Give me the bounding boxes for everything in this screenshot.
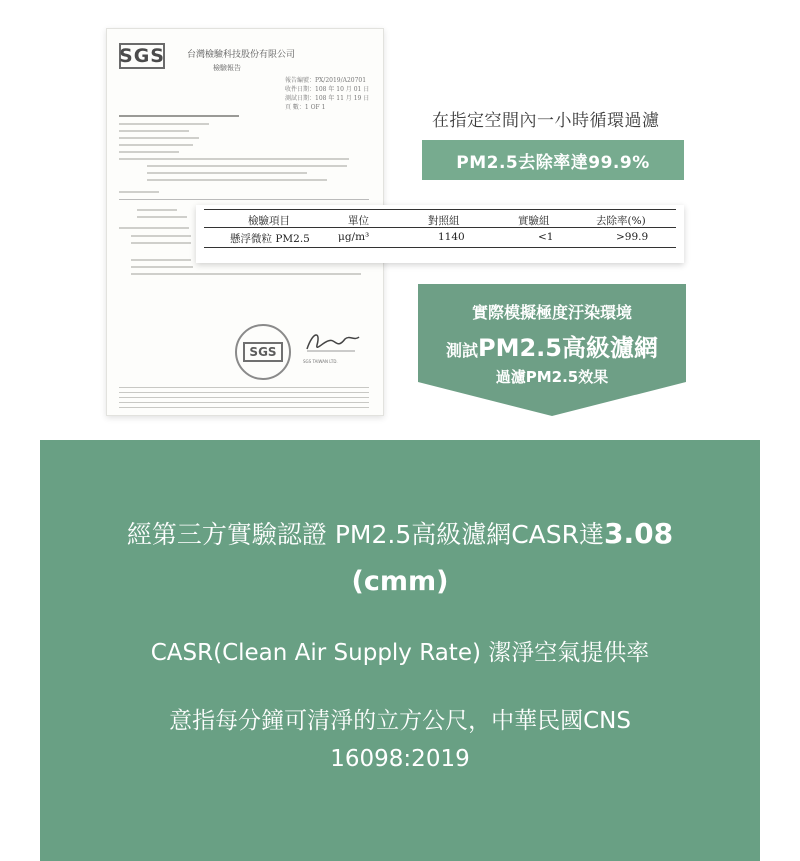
table-header-control: 對照組 xyxy=(428,215,460,227)
test-box-line2-prefix: 測試 xyxy=(445,341,478,360)
casr-headline-text: 經第三方實驗認證 PM2.5高級濾網CASR達 xyxy=(126,520,605,549)
text-line xyxy=(119,123,209,125)
casr-definition: CASR(Clean Air Supply Rate) 潔淨空氣提供率 xyxy=(150,640,650,666)
text-line xyxy=(137,216,187,218)
table-cell-item: 懸浮微粒 PM2.5 xyxy=(230,233,310,245)
casr-info-panel xyxy=(40,440,760,861)
table-header-item: 檢驗項目 xyxy=(248,215,290,227)
table-header-unit: 單位 xyxy=(348,215,369,227)
report-date-tested: 測試日期：108 年 11 月 19 日 xyxy=(285,95,370,102)
footer-line xyxy=(119,407,369,408)
table-header-removal: 去除率(%) xyxy=(596,215,646,227)
signature-icon xyxy=(303,327,363,357)
footer-line xyxy=(119,402,369,403)
table-rule xyxy=(204,209,676,210)
seal-company: SGS TAIWAN LTD. xyxy=(303,359,338,364)
removal-rate-badge: PM2.5去除率達99.9% xyxy=(422,140,684,180)
seal-logo: SGS xyxy=(243,342,283,362)
text-line xyxy=(131,273,361,275)
table-rule xyxy=(204,227,676,228)
text-line xyxy=(119,191,159,193)
casr-meaning: 意指每分鐘可清淨的立方公尺，中華民國CNS xyxy=(169,708,631,734)
text-line xyxy=(131,235,191,237)
text-line xyxy=(131,266,193,268)
casr-headline xyxy=(40,515,760,551)
report-number: 報告編號：PX/2019/A20701 xyxy=(285,77,367,84)
text-line xyxy=(131,259,191,261)
test-box-line2 xyxy=(418,328,686,363)
casr-unit: (cmm) xyxy=(351,566,449,597)
footer-line xyxy=(119,392,369,393)
text-line xyxy=(119,115,239,117)
text-line xyxy=(147,165,347,167)
table-cell-experiment: <1 xyxy=(538,231,554,243)
report-doc-type: 檢驗報告 xyxy=(213,64,241,72)
report-date-received: 收件日期：108 年 10 月 01 日 xyxy=(285,86,370,93)
table-header-experiment: 實驗組 xyxy=(518,215,550,227)
report-page: 頁 數：1 OF 1 xyxy=(285,104,326,111)
sgs-seal xyxy=(235,324,291,380)
text-line xyxy=(147,179,327,181)
table-cell-unit: μg/m³ xyxy=(338,231,370,243)
footer-line xyxy=(119,387,369,388)
results-table xyxy=(196,205,684,263)
text-line xyxy=(119,130,189,132)
text-line xyxy=(137,209,177,211)
report-company: 台灣檢驗科技股份有限公司 xyxy=(187,50,296,60)
rule xyxy=(119,199,369,200)
text-line xyxy=(119,151,179,153)
text-line xyxy=(119,158,349,160)
test-box-line1: 實際模擬極度汙染環境 xyxy=(471,303,632,322)
text-line xyxy=(131,242,191,244)
caption-text: 在指定空間內一小時循環過濾 xyxy=(432,111,660,131)
test-box-line2-main: PM2.5高級濾網 xyxy=(478,334,658,362)
text-line xyxy=(119,137,199,139)
text-line xyxy=(119,144,193,146)
footer-line xyxy=(119,397,369,398)
table-rule xyxy=(204,247,676,248)
casr-value: 3.08 xyxy=(604,517,674,550)
sgs-logo: SGS xyxy=(119,45,165,67)
text-line xyxy=(147,172,307,174)
text-line xyxy=(119,227,189,229)
table-cell-control: 1140 xyxy=(438,231,465,243)
test-box-line3: 過濾PM2.5效果 xyxy=(495,368,609,386)
cns-standard: 16098:2019 xyxy=(330,746,470,772)
table-cell-removal: >99.9 xyxy=(616,231,649,243)
